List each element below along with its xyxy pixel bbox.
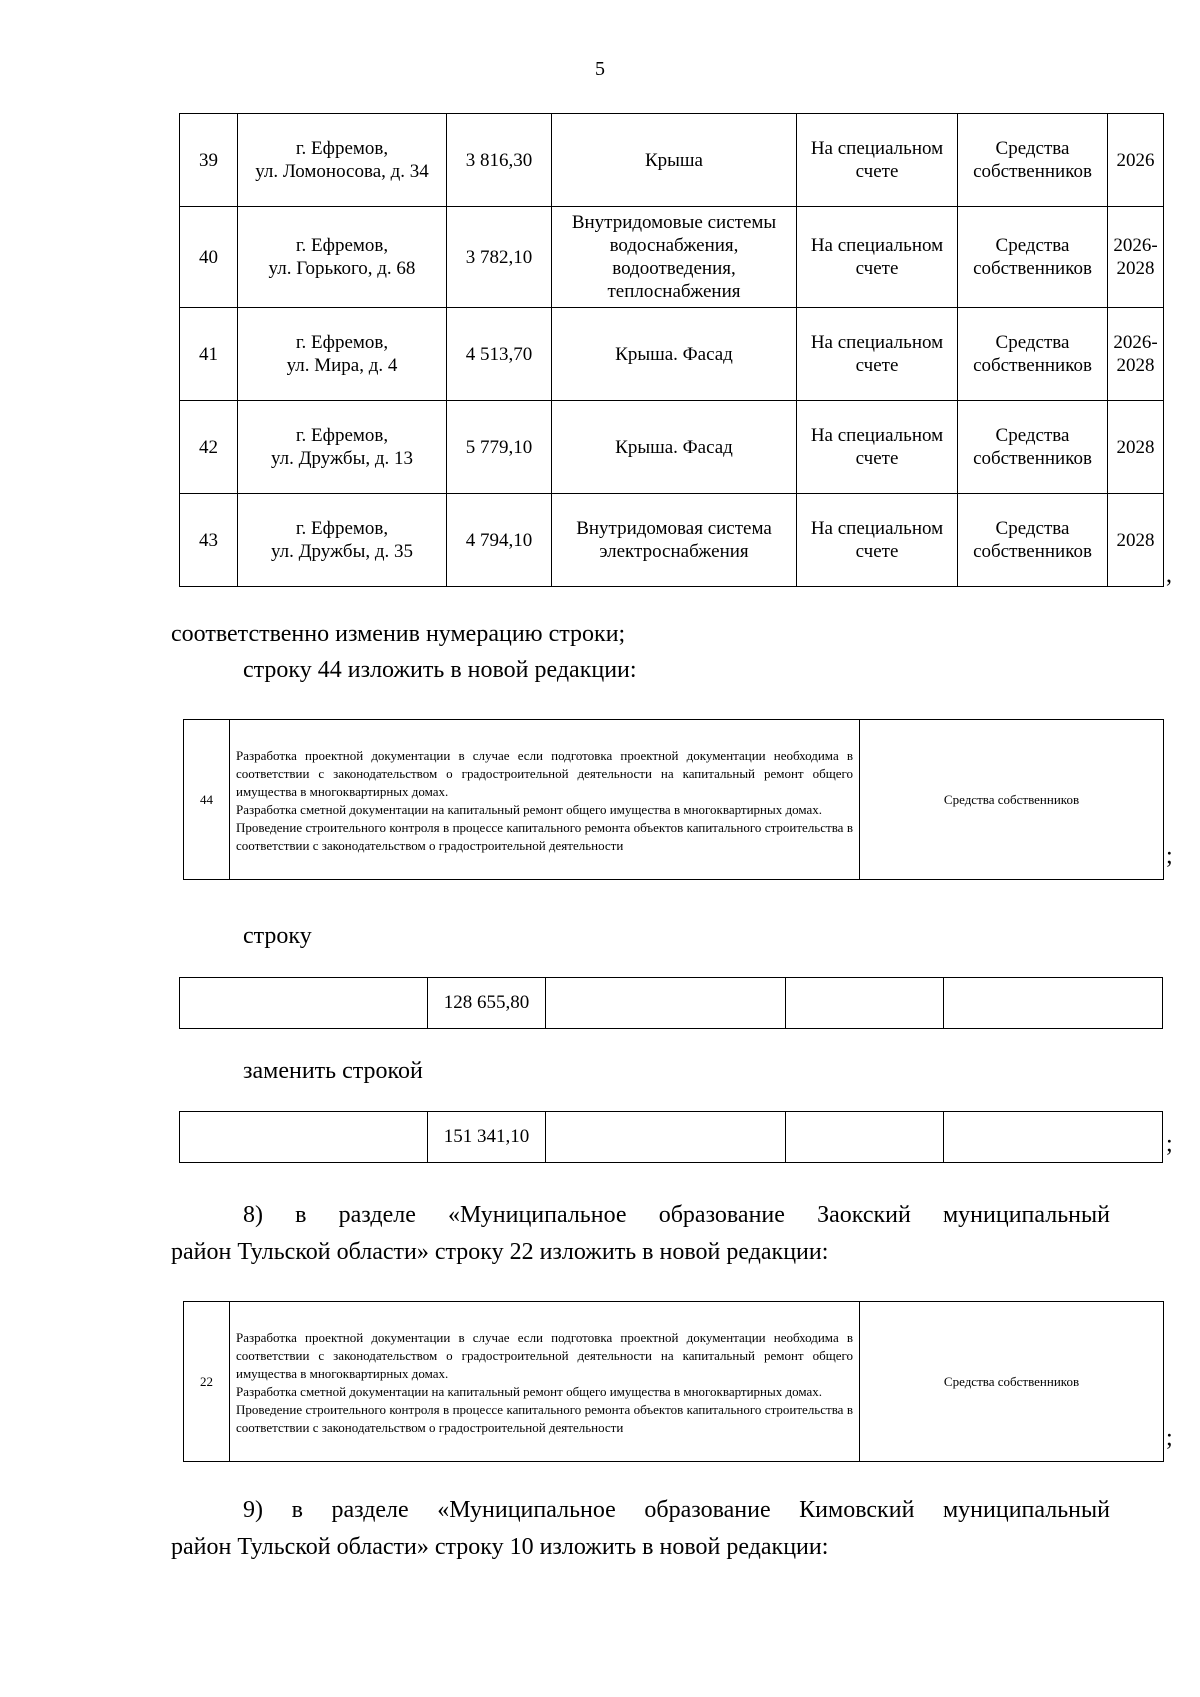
row-number: 42 [180, 401, 238, 494]
empty-cell [944, 978, 1163, 1029]
new-total-end-semicolon: ; [1166, 1131, 1173, 1157]
row-number: 44 [184, 720, 230, 880]
empty-cell [546, 1112, 786, 1163]
funding-source-cell: Средства собственников [860, 720, 1164, 880]
works-description: Разработка проектной документации в случае если подготовка проектной документации необходима в соответствии с законодательством о градостроительной деятельности на капитальный ремонт общего имущества в многоквартирных домах. Разработка сметной документации на капитальный ремонт общего имущества в многоквартирных домах. Проведение строительного контроля в процессе капитального ремонта объектов капитального строительства в соответствии с законодательством о градостроительной деятельности [230, 720, 860, 880]
fund-method-cell: На специальном счете [797, 308, 958, 401]
address-cell: г. Ефремов, ул. Ломоносова, д. 34 [238, 114, 447, 207]
funding-source-cell: Средства собственников [958, 114, 1108, 207]
empty-cell [180, 1112, 428, 1163]
empty-cell [786, 978, 944, 1029]
table-row [184, 1302, 1164, 1462]
item8-line1: 8) в разделе «Муниципальное образование Заокский муниципальный [243, 1202, 1110, 1228]
row44-intro: строку 44 изложить в новой редакции: [243, 657, 637, 683]
row44-table [183, 719, 1164, 880]
fund-method-cell: На специальном счете [797, 207, 958, 308]
works-description: Разработка проектной документации в случае если подготовка проектной документации необходима в соответствии с законодательством о градостроительной деятельности на капитальный ремонт общего имущества в многоквартирных домах. Разработка сметной документации на капитальный ремонт общего имущества в многоквартирных домах. Проведение строительного контроля в процессе капитального ремонта объектов капитального строительства в соответствии с законодательством о градостроительной деятельности [230, 1302, 860, 1462]
empty-cell [944, 1112, 1163, 1163]
table-row [180, 207, 1164, 308]
area-cell: 5 779,10 [447, 401, 552, 494]
table-row [180, 308, 1164, 401]
new-total-row-table [179, 1111, 1163, 1163]
funding-source-cell: Средства собственников [860, 1302, 1164, 1462]
address-cell: г. Ефремов, ул. Горького, д. 68 [238, 207, 447, 308]
work-type-cell: Внутридомовая система электроснабжения [552, 494, 797, 587]
year-cell: 2026- 2028 [1108, 308, 1164, 401]
row-number: 39 [180, 114, 238, 207]
year-cell: 2028 [1108, 494, 1164, 587]
fund-method-cell: На специальном счете [797, 114, 958, 207]
page-number: 5 [595, 58, 605, 80]
row22-table [183, 1301, 1164, 1462]
row-word: строку [243, 923, 312, 949]
fund-method-cell: На специальном счете [797, 401, 958, 494]
table-row [180, 494, 1164, 587]
row-number: 40 [180, 207, 238, 308]
item8-line2: район Тульской области» строку 22 изложить в новой редакции: [171, 1239, 829, 1265]
address-cell: г. Ефремов, ул. Дружбы, д. 35 [238, 494, 447, 587]
work-type-cell: Крыша. Фасад [552, 401, 797, 494]
work-type-cell: Крыша [552, 114, 797, 207]
year-cell: 2026- 2028 [1108, 207, 1164, 308]
row22-end-semicolon: ; [1166, 1425, 1173, 1451]
table-row [180, 978, 1163, 1029]
work-type-cell: Крыша. Фасад [552, 308, 797, 401]
area-cell: 3 816,30 [447, 114, 552, 207]
table-row [184, 720, 1164, 880]
total-area-cell: 128 655,80 [428, 978, 546, 1029]
row-number: 22 [184, 1302, 230, 1462]
funding-source-cell: Средства собственников [958, 494, 1108, 587]
renumber-note: соответственно изменив нумерацию строки; [171, 621, 626, 647]
item9-line2: район Тульской области» строку 10 изложить в новой редакции: [171, 1534, 829, 1560]
row-number: 41 [180, 308, 238, 401]
old-total-row-table [179, 977, 1163, 1029]
total-area-cell: 151 341,10 [428, 1112, 546, 1163]
funding-source-cell: Средства собственников [958, 401, 1108, 494]
year-cell: 2026 [1108, 114, 1164, 207]
empty-cell [546, 978, 786, 1029]
row-number: 43 [180, 494, 238, 587]
address-cell: г. Ефремов, ул. Мира, д. 4 [238, 308, 447, 401]
item9-line1: 9) в разделе «Муниципальное образование Кимовский муниципальный [243, 1497, 1110, 1523]
year-cell: 2028 [1108, 401, 1164, 494]
table-row [180, 401, 1164, 494]
area-cell: 4 513,70 [447, 308, 552, 401]
area-cell: 3 782,10 [447, 207, 552, 308]
empty-cell [180, 978, 428, 1029]
empty-cell [786, 1112, 944, 1163]
funding-source-cell: Средства собственников [958, 207, 1108, 308]
fund-method-cell: На специальном счете [797, 494, 958, 587]
row44-end-semicolon: ; [1166, 843, 1173, 869]
table-row [180, 1112, 1163, 1163]
address-cell: г. Ефремов, ул. Дружбы, д. 13 [238, 401, 447, 494]
table-row [180, 114, 1164, 207]
replace-with-label: заменить строкой [243, 1058, 423, 1084]
funding-source-cell: Средства собственников [958, 308, 1108, 401]
housing-repair-table [179, 113, 1164, 587]
table-end-comma: , [1166, 562, 1172, 588]
work-type-cell: Внутридомовые системы водоснабжения, водоотведения, теплоснабжения [552, 207, 797, 308]
area-cell: 4 794,10 [447, 494, 552, 587]
